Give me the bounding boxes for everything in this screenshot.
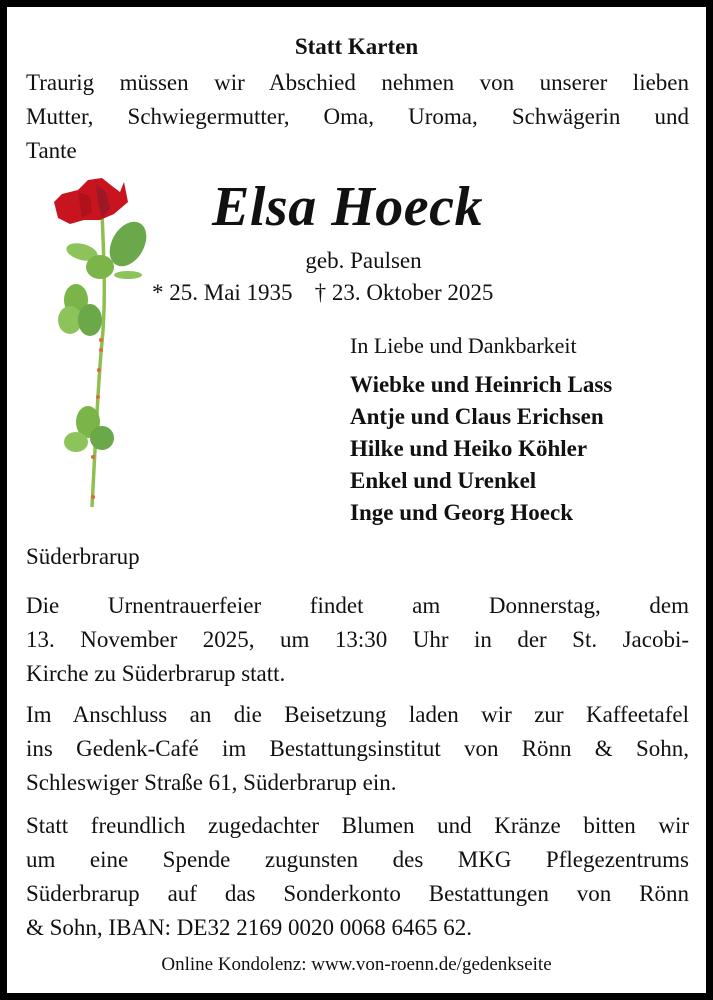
paragraph-line: Die Urnentrauerfeier findet am Donnerstag, dem bbox=[26, 593, 689, 618]
intro-line: Mutter, Schwiegermutter, Oma, Uroma, Schwägerin und bbox=[26, 104, 689, 129]
intro-line: Traurig müssen wir Abschied nehmen von unserer lieben bbox=[26, 70, 689, 95]
paragraph-line: Im Anschluss an die Beisetzung laden wir zur Kaffeetafel bbox=[26, 702, 689, 727]
life-dates bbox=[152, 280, 493, 306]
paragraph-line: Schleswiger Straße 61, Süderbrarup ein. bbox=[26, 770, 397, 795]
paragraph-line: ins Gedenk-Café im Bestattungsinstitut von Rönn & Sohn, bbox=[26, 736, 689, 761]
intro-text bbox=[26, 66, 689, 168]
mourner-name: Enkel und Urenkel bbox=[350, 468, 537, 493]
notice-heading: Statt Karten bbox=[294, 34, 419, 59]
paragraph-line: 13. November 2025, um 13:30 Uhr in der St. Jacobi- bbox=[26, 627, 689, 652]
red-rose-icon bbox=[40, 172, 150, 512]
online-condolence-link[interactable]: Online Kondolenz: www.von-roenn.de/gedenkseite bbox=[161, 954, 552, 975]
mourner-name: Antje und Claus Erichsen bbox=[350, 404, 604, 429]
mourners-list bbox=[350, 369, 612, 529]
paragraph-line: & Sohn, IBAN: DE32 2169 0020 0068 6465 62. bbox=[26, 915, 472, 940]
paragraph-line: Statt freundlich zugedachter Blumen und Kränze bitten wir bbox=[26, 813, 689, 838]
place-name: Süderbrarup bbox=[26, 544, 140, 569]
intro-line: Tante bbox=[26, 138, 77, 163]
mourner-name: Inge und Georg Hoeck bbox=[350, 500, 573, 525]
paragraph-line: Süderbrarup auf das Sonderkonto Bestattungen von Rönn bbox=[26, 881, 689, 906]
paragraph-line: Kirche zu Süderbrarup statt. bbox=[26, 661, 286, 686]
reception-paragraph bbox=[26, 698, 689, 800]
obituary-notice bbox=[7, 7, 706, 993]
mourner-name: Hilke und Heiko Köhler bbox=[350, 436, 588, 461]
mourner-name: Wiebke und Heinrich Lass bbox=[350, 372, 613, 397]
death-date: † 23. Oktober 2025 bbox=[314, 280, 494, 305]
paragraph-line: um eine Spende zugunsten des MKG Pflegezentrums bbox=[26, 847, 689, 872]
maiden-name: geb. Paulsen bbox=[305, 248, 422, 273]
funeral-service-paragraph bbox=[26, 589, 689, 691]
mourners-intro: In Liebe und Dankbarkeit bbox=[350, 333, 577, 358]
donation-paragraph bbox=[26, 809, 689, 945]
birth-date: * 25. Mai 1935 bbox=[152, 280, 293, 305]
deceased-name: Elsa Hoeck bbox=[212, 176, 483, 238]
